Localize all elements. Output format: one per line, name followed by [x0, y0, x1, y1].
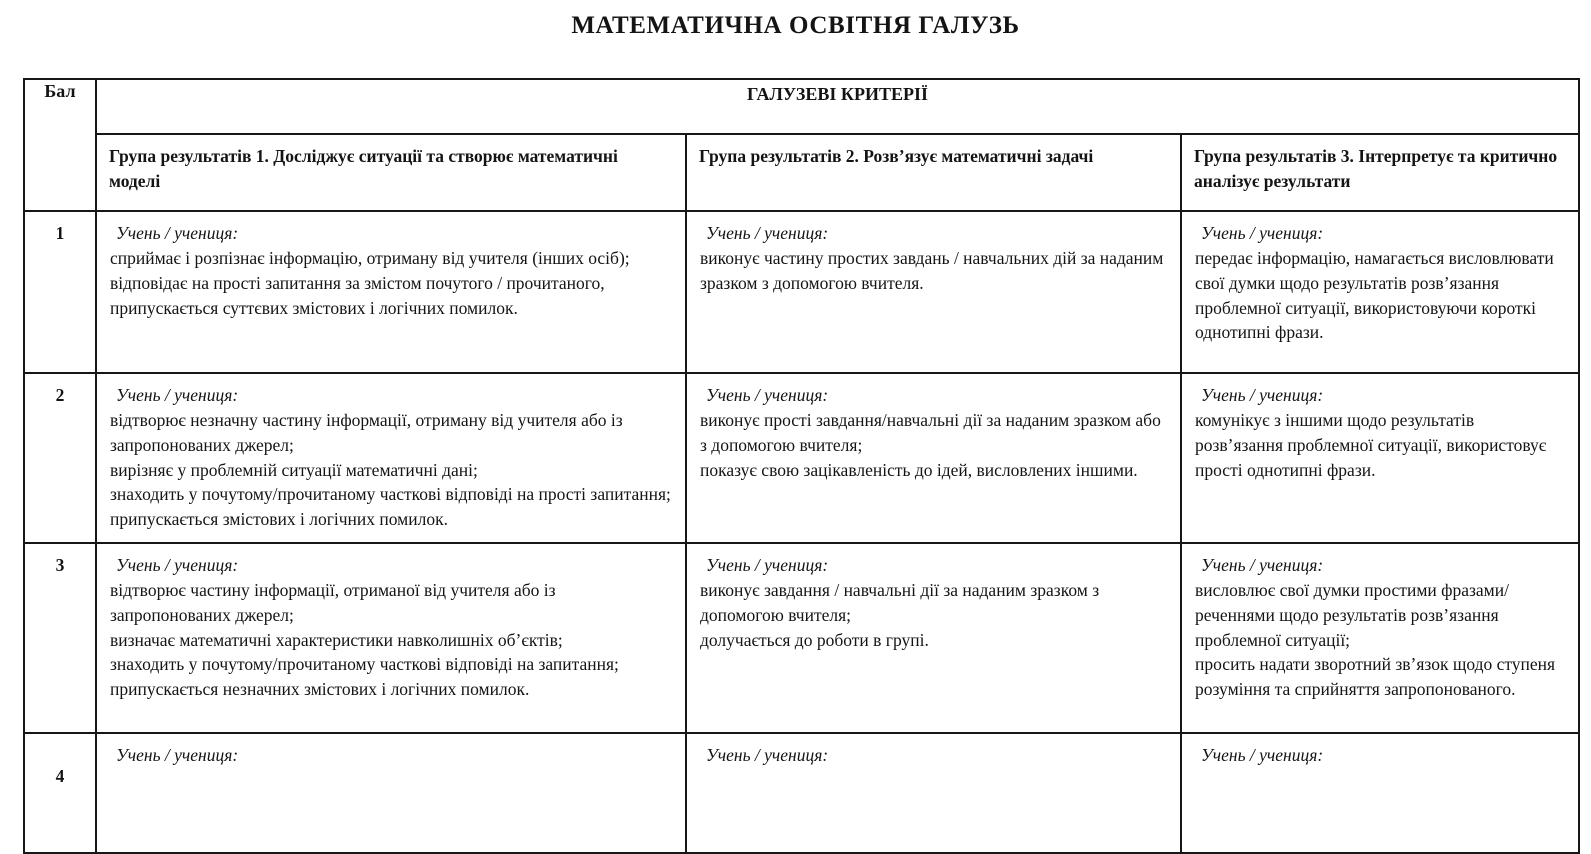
- criteria-cell-group1: [96, 543, 686, 733]
- criteria-cell-group1: [96, 211, 686, 373]
- criteria-lines: [700, 578, 1167, 653]
- criterion-line: виконує частину простих завдань / навчальних дій за наданим зразком з допомогою вчителя.: [700, 247, 1164, 293]
- student-lead: Учень / учениця:: [706, 555, 829, 576]
- criteria-lines: [110, 408, 672, 532]
- criteria-lines: [1195, 578, 1565, 702]
- criterion-line: знаходить у почутому/прочитаному часткові відповіді на запитання;: [110, 654, 619, 675]
- criteria-lines: [700, 408, 1167, 483]
- page-title: МАТЕМАТИЧНА ОСВІТНЯ ГАЛУЗЬ: [571, 12, 1020, 39]
- criteria-lines: [110, 578, 672, 702]
- student-lead: Учень / учениця:: [706, 745, 829, 766]
- student-lead: Учень / учениця:: [116, 385, 239, 405]
- criterion-line: просить надати зворотний зв’язок щодо ступеня розуміння та сприйняття запропонованого.: [1195, 654, 1556, 700]
- criterion-line: знаходить у почутому/прочитаному часткові відповіді на прості запитання;: [110, 484, 671, 505]
- criteria-cell-group3: [1181, 211, 1579, 373]
- table-header-row-groups: [24, 134, 1579, 211]
- criterion-line: відтворює незначну частину інформації, отриману від учителя або із запропонованих джерел;: [110, 409, 623, 455]
- criterion-line: припускається незначних змістових і логічних помилок.: [110, 679, 530, 700]
- criteria-cell-group3: [1181, 543, 1579, 733]
- criteria-cell-group2: [686, 373, 1181, 543]
- criteria-lines: [700, 246, 1167, 296]
- student-lead: Учень / учениця:: [1201, 745, 1324, 766]
- criteria-cell-group2: [686, 543, 1181, 733]
- criteria-cell-group3: [1181, 373, 1579, 543]
- student-lead: Учень / учениця:: [1201, 385, 1324, 405]
- rubric-table: [23, 78, 1580, 854]
- criterion-line: відповідає на прості запитання за змістом почутого / прочитаного, припускається суттєвих змістових і логічних помилок.: [110, 272, 605, 318]
- criterion-line: припускається змістових і логічних помилок.: [110, 509, 448, 530]
- student-lead: Учень / учениця:: [1201, 555, 1324, 576]
- criteria-cell-group1: [96, 373, 686, 543]
- score-cell: 2: [24, 373, 96, 543]
- criteria-section-header: ГАЛУЗЕВІ КРИТЕРІЇ: [96, 79, 1579, 134]
- criteria-cell-group2: [686, 211, 1181, 373]
- criteria-cell-group2: [686, 733, 1181, 853]
- table-row: [24, 211, 1579, 373]
- group1-column-header: Група результатів 1. Досліджує ситуації та створює математичні моделі: [96, 134, 686, 211]
- group2-column-header: Група результатів 2. Розв’язує математичні задачі: [686, 134, 1181, 211]
- student-lead: Учень / учениця:: [116, 745, 239, 766]
- criterion-line: виконує прості завдання/навчальні дії за наданим зразком або з допомогою вчителя;: [700, 409, 1161, 455]
- table-row: [24, 543, 1579, 733]
- score-cell: 1: [24, 211, 96, 373]
- criterion-line: вирізняє у проблемній ситуації математичні дані;: [110, 459, 478, 480]
- table-row: [24, 733, 1579, 853]
- criteria-cell-group3: [1181, 733, 1579, 853]
- criteria-lines: [1195, 246, 1565, 345]
- criterion-line: показує свою зацікавленість до ідей, висловлених іншими.: [700, 459, 1138, 480]
- student-lead: Учень / учениця:: [706, 385, 829, 405]
- criteria-lines: [110, 246, 672, 321]
- student-lead: Учень / учениця:: [116, 223, 239, 243]
- score-cell: 3: [24, 543, 96, 733]
- criterion-line: відтворює частину інформації, отриманої від учителя або із запропонованих джерел;: [110, 579, 556, 625]
- score-cell: 4: [24, 733, 96, 853]
- score-column-header: Бал: [24, 79, 96, 211]
- student-lead: Учень / учениця:: [1201, 223, 1324, 243]
- criterion-line: визначає математичні характеристики навколишніх об’єктів;: [110, 629, 563, 650]
- criterion-line: сприймає і розпізнає інформацію, отриману від учителя (інших осіб);: [110, 247, 630, 268]
- criterion-line: виконує завдання / навчальні дії за наданим зразком з допомогою вчителя;: [700, 579, 1100, 625]
- criteria-lines: [1195, 408, 1565, 483]
- student-lead: Учень / учениця:: [706, 223, 829, 243]
- student-lead: Учень / учениця:: [116, 555, 239, 576]
- group3-column-header: Група результатів 3. Інтерпретує та критично аналізує результати: [1181, 134, 1579, 211]
- criterion-line: долучається до роботи в групі.: [700, 629, 929, 650]
- criteria-cell-group1: [96, 733, 686, 853]
- table-header-row-top: [24, 79, 1579, 134]
- table-row: [24, 373, 1579, 543]
- criterion-line: передає інформацію, намагається висловлювати свої думки щодо результатів розв’язання проблемної ситуації, використовуючи короткі однотипні фрази.: [1195, 247, 1554, 343]
- criterion-line: комунікує з іншими щодо результатів розв’язання проблемної ситуації, використовує прості однотипні фрази.: [1195, 409, 1547, 480]
- criterion-line: висловлює свої думки простими фразами/реченнями щодо результатів розв’язання проблемної ситуації;: [1195, 579, 1509, 650]
